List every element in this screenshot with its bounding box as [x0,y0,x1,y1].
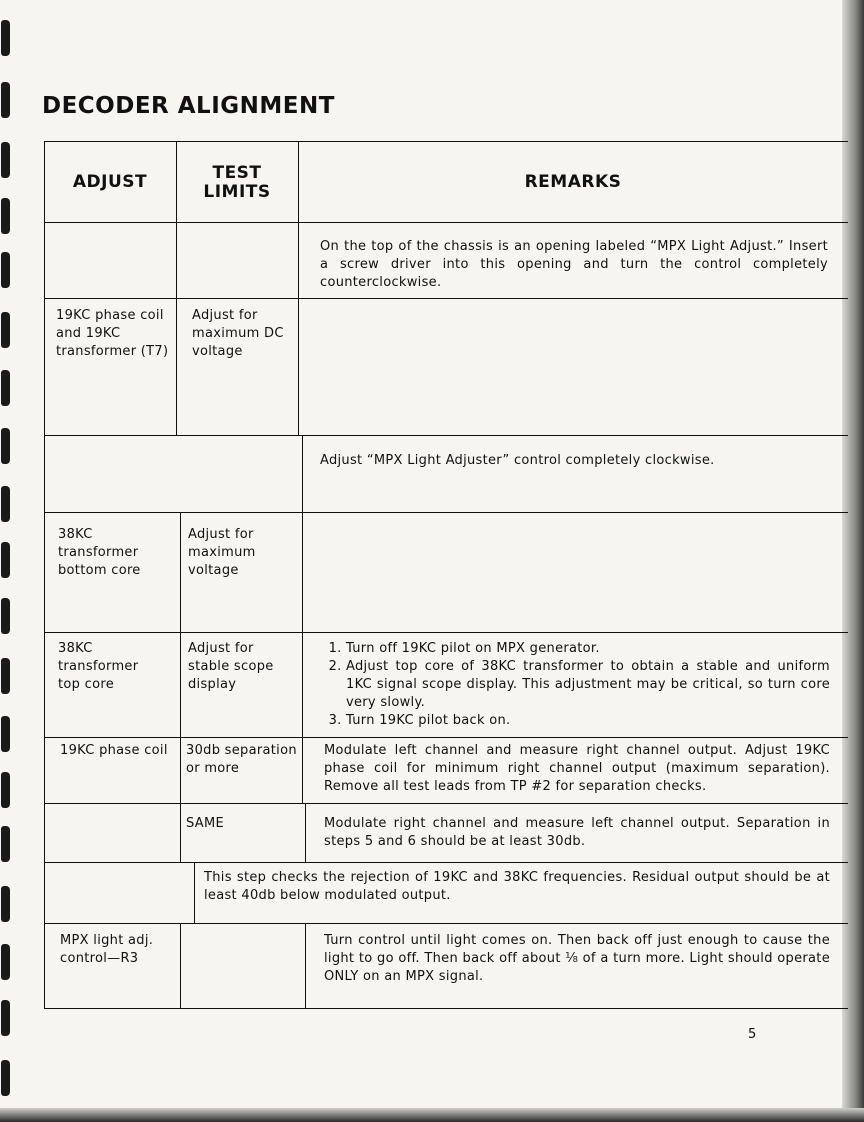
binding-ring [1,1000,10,1036]
binding-ring [1,598,10,634]
column-divider [305,923,306,1008]
list-item: 3. Turn 19KC pilot back on. [346,712,830,730]
row-divider [44,512,848,513]
row-divider [44,737,848,738]
page-edge [842,0,864,1122]
binding-ring [1,312,10,348]
row-divider [44,862,848,863]
column-divider [305,803,306,862]
table-border [44,1008,848,1009]
header-remarks: REMARKS [524,172,622,192]
page-title: DECODER ALIGNMENT [42,93,335,119]
column-divider [302,435,303,803]
adjust-row-2: 19KC phase coil and 19KC transformer (T7) [56,308,169,359]
binding-ring [1,772,10,808]
binding-ring [1,82,10,118]
row-divider [44,803,848,804]
binding-ring [1,1060,10,1096]
remarks-row-3: Adjust “MPX Light Adjuster” control completely clockwise. [320,453,715,468]
row-divider [44,298,848,299]
column-divider [180,512,181,863]
remarks-row-7: Modulate right channel and measure left channel output. Separation in steps 5 and 6 should be at least 30db. [324,816,830,849]
test-limits-row-2: Adjust for maximum DC voltage [192,308,284,359]
page-edge-bottom [0,1108,864,1122]
column-divider [176,141,177,435]
adjust-row-6: 19KC phase coil [60,743,168,758]
binding-ring [1,252,10,288]
remarks-row-6: Modulate left channel and measure right channel output. Adjust 19KC phase coil for minimum right channel output (maximum separation). Remove all test leads from TP #2 for separation checks. [324,743,830,794]
binding-ring [1,142,10,178]
header-test-limits: TEST LIMITS [203,163,271,202]
binding-ring [1,542,10,578]
test-limits-row-7: SAME [186,816,225,831]
adjust-row-5: 38KC transformer top core [58,641,139,692]
spiral-binding [0,0,16,1122]
row-divider [44,435,848,436]
row-divider [44,632,848,633]
remarks-row-8: This step checks the rejection of 19KC and 38KC frequencies. Residual output should be at least 40db below modulated output. [204,870,830,903]
binding-ring [1,428,10,464]
list-item: 1. Turn off 19KC pilot on MPX generator. [346,640,830,658]
column-divider [194,862,195,923]
list-item: 2. Adjust top core of 38KC transformer to obtain a stable and uniform 1KC signal scope display. This adjustment may be critical, so turn core very slowly. [346,658,830,712]
row-divider [44,923,848,924]
column-divider [298,141,299,435]
row-divider [44,222,848,223]
test-limits-row-5: Adjust for stable scope display [188,641,274,692]
page-number: 5 [748,1027,757,1042]
binding-ring [1,658,10,694]
adjust-row-9: MPX light adj. control—R3 [60,933,154,966]
test-limits-row-4: Adjust for maximum voltage [188,527,256,578]
binding-ring [1,20,10,56]
remarks-row-5 [324,640,830,730]
binding-ring [1,886,10,922]
binding-ring [1,486,10,522]
remarks-row-9: Turn control until light comes on. Then back off just enough to cause the light to go off. Then back off about ⅛ of a turn more. Light should operate ONLY on an MPX signal. [324,933,830,984]
table-border [44,141,45,1009]
binding-ring [1,826,10,862]
header-adjust: ADJUST [72,172,148,192]
steps-list [324,640,830,730]
binding-ring [1,198,10,234]
binding-ring [1,716,10,752]
test-limits-row-6: 30db separation or more [186,743,297,776]
remarks-row-1: On the top of the chassis is an opening labeled “MPX Light Adjust.” Insert a screw driver into this opening and turn the control completely counterclockwise. [320,239,828,290]
binding-ring [1,370,10,406]
table-border [44,141,848,142]
binding-ring [1,944,10,980]
column-divider [180,923,181,1008]
adjust-row-4: 38KC transformer bottom core [58,527,141,578]
